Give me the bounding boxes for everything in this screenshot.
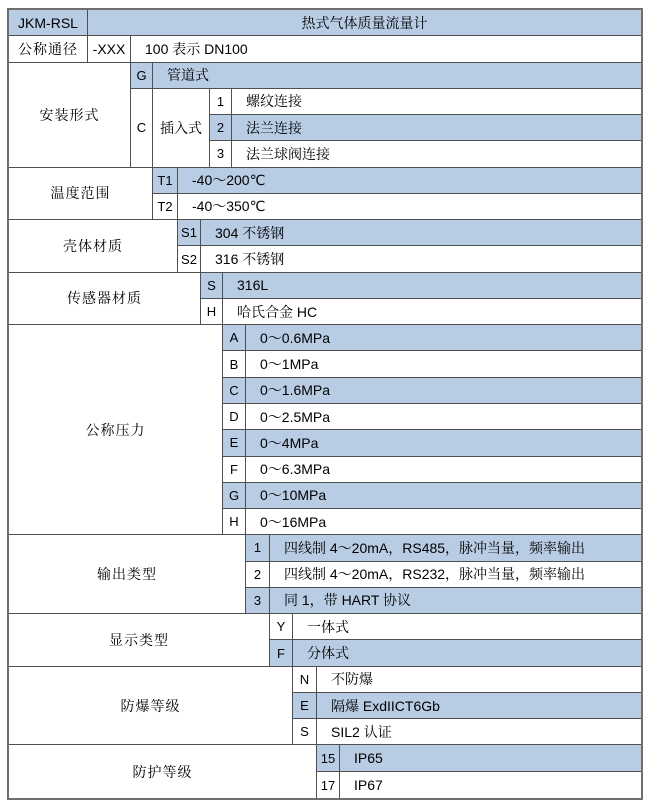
section-display-type: [9, 614, 641, 667]
insert-type-block: [131, 89, 641, 168]
section-label-protection-rating: 防护等级: [9, 745, 317, 798]
option-value: 304 不锈钢: [201, 220, 641, 246]
option-code: D: [223, 404, 246, 430]
option-code: 3: [210, 141, 232, 167]
option-row: [131, 63, 641, 89]
option-row: [246, 562, 641, 588]
option-value: -40～200℃: [178, 168, 641, 194]
option-code: T1: [153, 168, 178, 194]
section-output-type: [9, 535, 641, 614]
option-code: 1: [246, 535, 270, 561]
option-row: [223, 404, 641, 430]
option-code: A: [223, 325, 246, 351]
option-row: [223, 325, 641, 351]
option-code: S1: [178, 220, 201, 246]
option-code: 15: [317, 745, 340, 771]
option-code: G: [131, 63, 153, 89]
nominal-diameter-row: [9, 36, 641, 62]
header-row: [9, 10, 641, 36]
option-value: 0～0.6MPa: [246, 325, 641, 351]
option-value: 316L: [223, 273, 641, 299]
option-value: 一体式: [293, 614, 641, 640]
section-label-housing-material: 壳体材质: [9, 220, 178, 273]
option-value: 四线制 4～20mA，RS485，脉冲当量，频率输出: [270, 535, 641, 561]
section-label-nominal-pressure: 公称压力: [9, 325, 223, 535]
option-row: [210, 115, 641, 141]
option-value: 螺纹连接: [232, 89, 641, 115]
option-code: N: [293, 667, 317, 693]
option-row: [317, 745, 641, 772]
option-code: H: [201, 299, 223, 325]
section-label-temperature-range: 温度范围: [9, 168, 153, 221]
option-row: [223, 378, 641, 404]
option-row: [293, 719, 641, 745]
option-value: 不防爆: [317, 667, 641, 693]
option-value: -40～350℃: [178, 194, 641, 220]
option-row: [178, 246, 641, 272]
section-protection-rating: [9, 745, 641, 798]
section-label-explosion-proof-rating: 防爆等级: [9, 667, 293, 746]
section-label-output-type: 输出类型: [9, 535, 246, 614]
option-value: 四线制 4～20mA，RS232，脉冲当量，频率输出: [270, 562, 641, 588]
section-label-display-type: 显示类型: [9, 614, 270, 667]
option-value: 法兰连接: [232, 115, 641, 141]
section-label-nominal-diameter: 公称通径: [9, 36, 88, 62]
option-row: [246, 535, 641, 561]
option-value: 分体式: [293, 640, 641, 666]
option-code: Y: [270, 614, 293, 640]
option-value: IP65: [354, 750, 383, 767]
option-code: F: [223, 457, 246, 483]
option-row: [201, 299, 641, 325]
option-row: [317, 772, 641, 798]
option-value: 管道式: [153, 63, 641, 89]
section-installation-type: [9, 63, 641, 168]
product-title: 热式气体质量流量计: [88, 10, 641, 36]
section-label-installation-type: 安装形式: [9, 63, 131, 168]
option-value: 法兰球阀连接: [232, 141, 641, 167]
section-explosion-proof-rating: [9, 667, 641, 746]
option-row: [223, 457, 641, 483]
option-row: [223, 509, 641, 535]
option-value: 隔爆 ExdIICT6Gb: [317, 693, 641, 719]
section-nominal-pressure: [9, 325, 641, 535]
option-value: 哈氏合金 HC: [223, 299, 641, 325]
section-housing-material: [9, 220, 641, 273]
option-value: 0～10MPa: [246, 483, 641, 509]
option-code: E: [223, 430, 246, 456]
option-code: S: [201, 273, 223, 299]
option-row: [246, 588, 641, 614]
option-value: 316 不锈钢: [201, 246, 641, 272]
spec-table: [7, 8, 643, 800]
option-value: 0～16MPa: [246, 509, 641, 535]
section-sensor-material: [9, 273, 641, 326]
option-row: [153, 168, 641, 194]
section-label-sensor-material: 传感器材质: [9, 273, 201, 326]
option-row: [270, 640, 641, 666]
section-temperature-range: [9, 168, 641, 221]
option-value: 同 1，带 HART 协议: [270, 588, 641, 614]
option-row: [201, 273, 641, 299]
option-code: E: [293, 693, 317, 719]
option-code: C: [131, 89, 153, 168]
option-code: 3: [246, 588, 270, 614]
option-code: T2: [153, 194, 178, 220]
insert-type-name: 插入式: [153, 89, 210, 168]
option-value: SIL2 认证: [317, 719, 641, 745]
option-code: 2: [210, 115, 232, 141]
option-row: [223, 430, 641, 456]
model-code-cell: JKM-RSL: [9, 10, 88, 36]
option-row: [223, 483, 641, 509]
option-row: [210, 141, 641, 167]
option-row: [270, 614, 641, 640]
option-value: 0～6.3MPa: [246, 457, 641, 483]
option-value: 0～1MPa: [246, 351, 641, 377]
option-value: 0～2.5MPa: [246, 404, 641, 430]
option-row: [153, 194, 641, 220]
option-row: [178, 220, 641, 246]
option-code: S2: [178, 246, 201, 272]
option-row: [210, 89, 641, 115]
option-code: -XXX: [88, 36, 131, 62]
option-code: 1: [210, 89, 232, 115]
option-row: [293, 693, 641, 719]
option-code: B: [223, 351, 246, 377]
option-code: F: [270, 640, 293, 666]
option-value: 0～4MPa: [246, 430, 641, 456]
option-value: IP67: [354, 777, 383, 794]
option-code: 17: [317, 772, 340, 798]
option-code: H: [223, 509, 246, 535]
option-row: [293, 667, 641, 693]
option-code: C: [223, 378, 246, 404]
option-code: 2: [246, 562, 270, 588]
option-row: [223, 351, 641, 377]
option-value: 0～1.6MPa: [246, 378, 641, 404]
option-value: 100 表示 DN100: [131, 36, 641, 62]
option-code: G: [223, 483, 246, 509]
option-code: S: [293, 719, 317, 745]
